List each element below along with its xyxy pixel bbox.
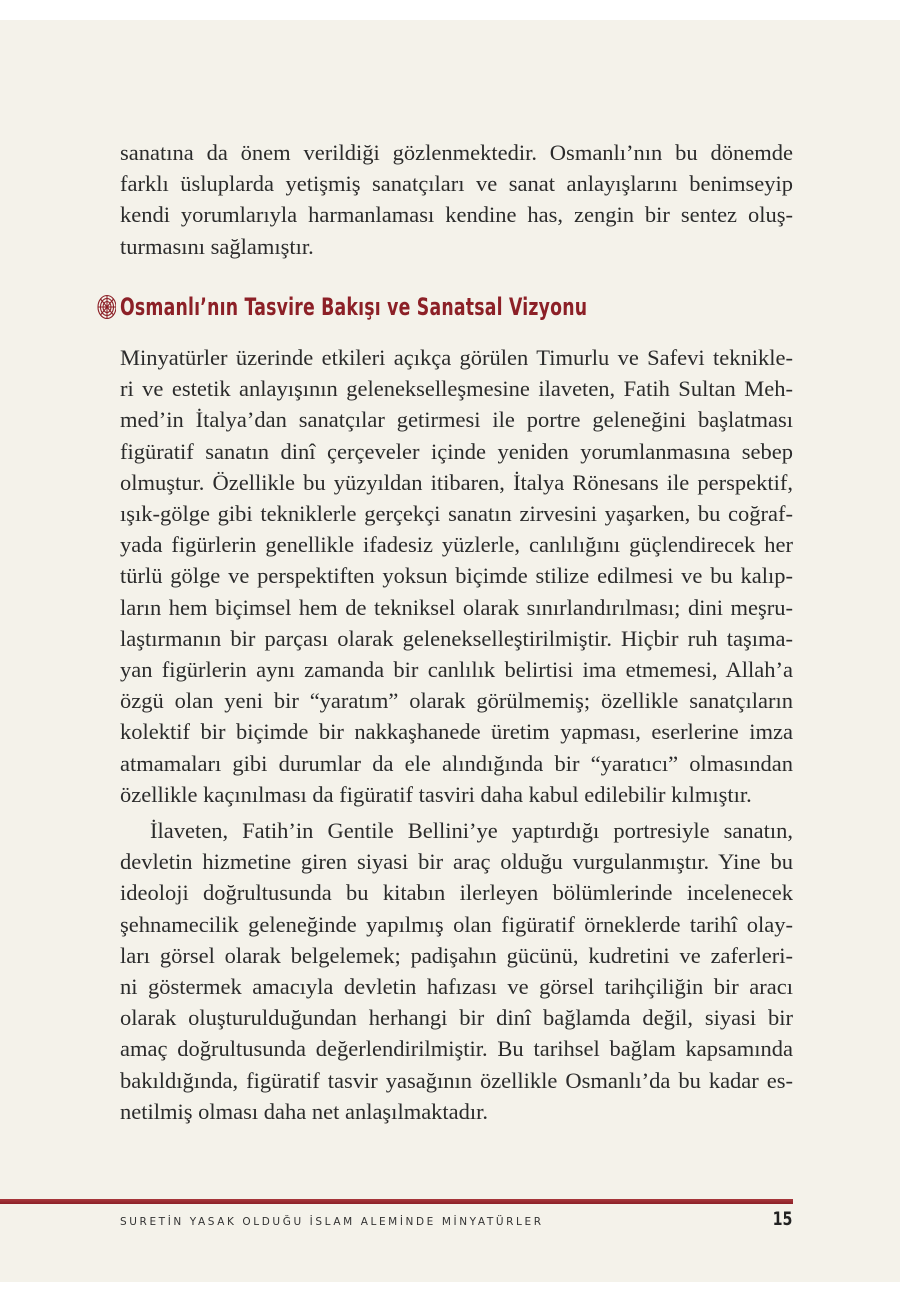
text-line: bakıldığında, figüratif tasvir yasağının özellikle Osmanlı’da bu kadar es- xyxy=(120,1067,793,1093)
text-line: med’in İtalya’dan sanatçılar getirmesi ile portre geleneğini başlatması xyxy=(120,407,793,433)
text-line: kendi yorumlarıyla harmanlaması kendine has, zengin bir sentez oluş- xyxy=(120,202,793,228)
text-line: yada figürlerin genellikle ifadesiz yüzlerle, canlılığını güçlendirecek her xyxy=(120,532,793,558)
text-line: türlü gölge ve perspektiften yoksun biçimde stilize edilmesi ve bu kalıp- xyxy=(120,563,793,589)
running-title: SURETİN YASAK OLDUĞU İSLAM ALEMİNDE MİNYATÜRLER xyxy=(120,1216,544,1228)
text-line: devletin hizmetine giren siyasi bir araç olduğu vurgulanmıştır. Yine bu xyxy=(120,849,793,875)
text-line: ri ve estetik anlayışının gelenekselleşmesine ilaveten, Fatih Sultan Meh- xyxy=(120,376,793,402)
text-line: sanatına da önem verildiği gözlenmektedir. Osmanlı’nın bu dönemde xyxy=(120,140,793,165)
page-number: 15 xyxy=(772,1208,792,1230)
section-heading xyxy=(94,293,769,321)
text-line: şehnamecilik geleneğinde yapılmış olan figüratif örneklerde tarihî olay- xyxy=(120,911,793,937)
text-line: olarak oluşturulduğundan herhangi bir dinî bağlamda değil, siyasi bir xyxy=(120,1005,793,1031)
text-line: amaç doğrultusunda değerlendirilmiştir. Bu tarihsel bağlam kapsamında xyxy=(120,1036,793,1062)
text-line: özellikle kaçınılması da figüratif tasviri daha kabul edilebilir kılmıştır. xyxy=(120,781,752,807)
book-page xyxy=(0,20,900,1282)
paragraph-second xyxy=(120,815,793,1127)
footer-rule xyxy=(0,1199,793,1204)
text-line: atmamaları gibi durumlar da ele alındığında bir “yaratıcı” olmasından xyxy=(120,750,793,776)
text-line: ların hem biçimsel hem de tekniksel olarak sınırlandırılması; dini meşru- xyxy=(120,594,793,620)
text-line: turmasını sağlamıştır. xyxy=(120,233,314,259)
text-line: Minyatürler üzerinde etkileri açıkça görülen Timurlu ve Safevi teknikle- xyxy=(120,345,793,370)
text-line: ni göstermek amacıyla devletin hafızası ve görsel tarihçiliğin bir aracı xyxy=(120,974,793,1000)
text-line: farklı üsluplarda yetişmiş sanatçıları ve sanat anlayışlarını benimseyip xyxy=(120,171,793,197)
paragraph-main xyxy=(120,342,793,810)
text-line: laştırmanın bir parçası olarak gelenekselleştirilmiştir. Hiçbir ruh taşıma- xyxy=(120,625,793,651)
text-line: netilmiş olması daha net anlaşılmaktadır. xyxy=(120,1098,489,1124)
text-line: olmuştur. Özellikle bu yüzyıldan itibaren, İtalya Rönesans ile perspektif, xyxy=(120,469,793,495)
text-line: ışık-gölge gibi tekniklerle gerçekçi sanatın zirvesini yaşarken, bu coğraf- xyxy=(120,501,793,527)
text-line: ideoloji doğrultusunda bu kitabın ilerleyen bölümlerinde incelenecek xyxy=(120,880,793,906)
text-line: yan figürlerin aynı zamanda bir canlılık belirtisi ima etmemesi, Allah’a xyxy=(120,657,793,683)
text-line: figüratif sanatın dinî çerçeveler içinde yeniden yorumlanmasına sebep xyxy=(120,438,793,464)
ornamental-medallion-icon xyxy=(94,294,116,320)
text-line: İlaveten, Fatih’in Gentile Bellini’ye yaptırdığı portresiyle sanatın, xyxy=(150,818,793,843)
text-line: ları görsel olarak belgelemek; padişahın gücünü, kudretini ve zaferleri- xyxy=(120,942,793,968)
section-title: Osmanlı’nın Tasvire Bakışı ve Sanatsal Vizyonu xyxy=(120,293,588,321)
text-line: özgü olan yeni bir “yaratım” olarak görülmemiş; özellikle sanatçıların xyxy=(120,688,793,714)
paragraph-continuation xyxy=(120,137,793,262)
text-line: kolektif bir biçimde bir nakkaşhanede üretim yapması, eserlerine imza xyxy=(120,719,793,745)
